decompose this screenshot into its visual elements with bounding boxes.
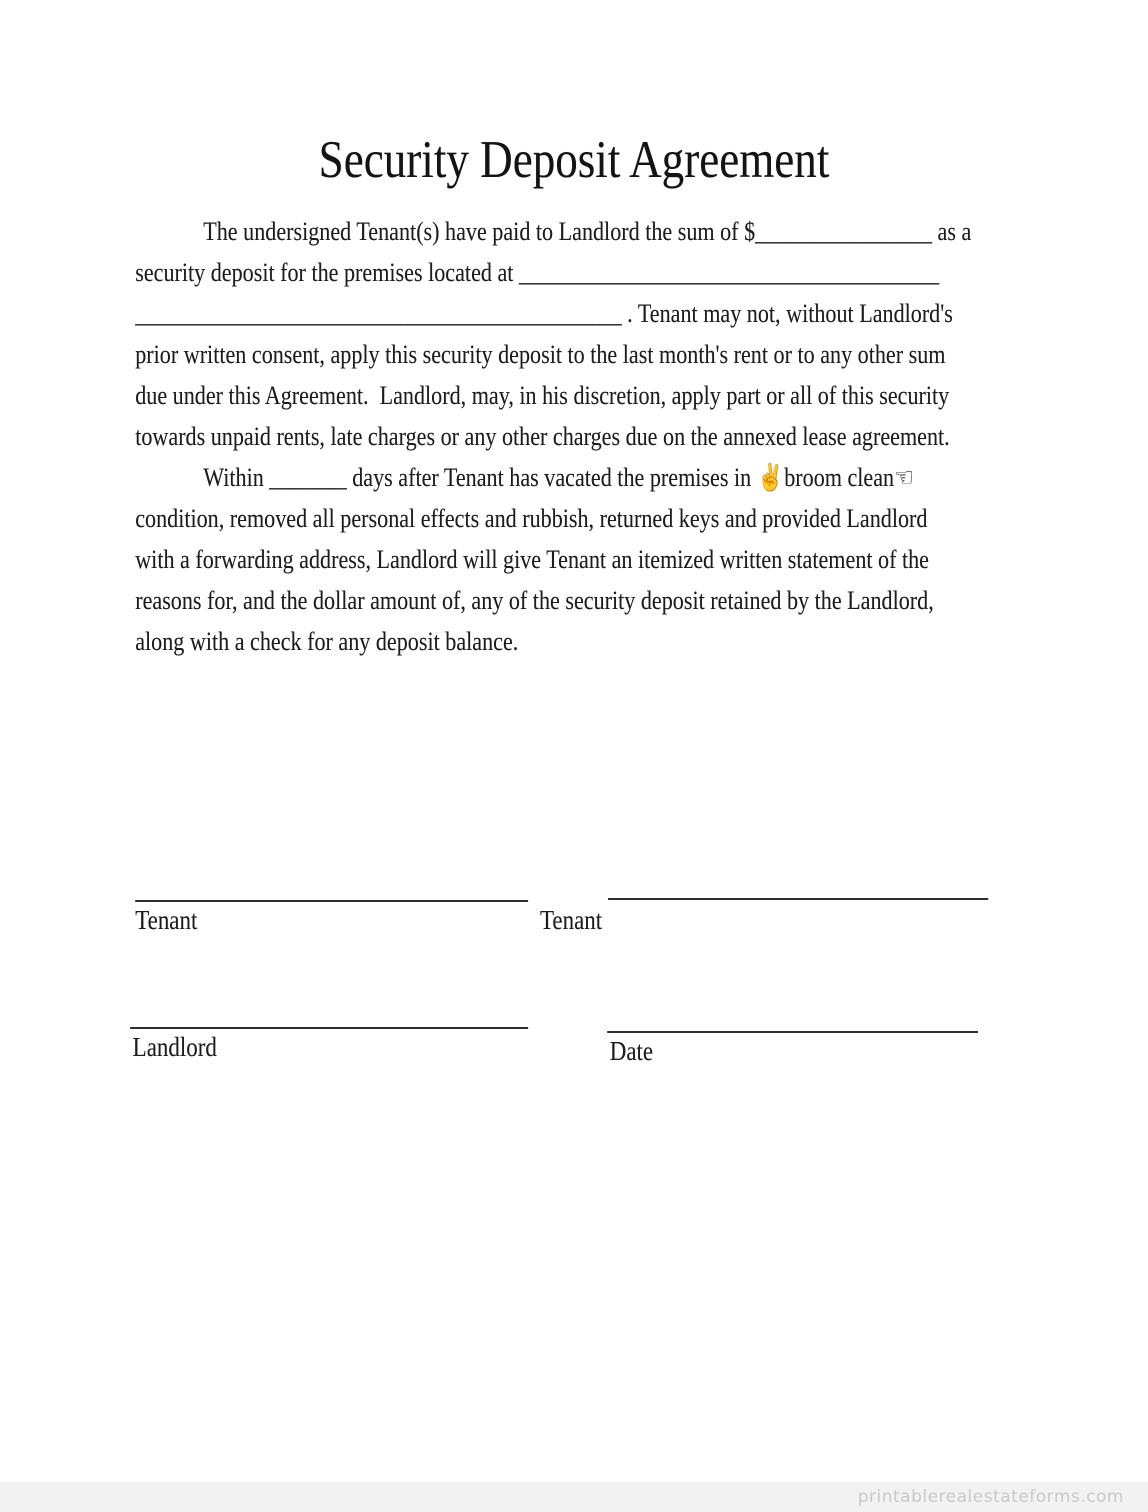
- date-label: Date: [609, 1036, 654, 1066]
- date-line: [607, 1031, 978, 1033]
- paragraph2-line: along with a check for any deposit balance.: [135, 627, 519, 656]
- tenant2-signature-label: Tenant: [540, 905, 603, 935]
- paragraph1-line: due under this Agreement. Landlord, may, in his discretion, apply part or all of this security: [135, 381, 950, 410]
- footer-watermark: printablerealestateforms.com: [857, 1487, 1124, 1507]
- document-content: [0, 130, 1148, 1512]
- paragraph1-line: ____________________________________________ . Tenant may not, without Landlord's: [135, 299, 953, 328]
- tenant1-signature-line: [135, 900, 528, 902]
- landlord-signature-label: Landlord: [132, 1032, 217, 1062]
- tenant1-signature-label: Tenant: [135, 905, 198, 935]
- paragraph1-line: security deposit for the premises located at ______________________________________: [135, 258, 940, 287]
- paragraph2-line: Within _______ days after Tenant has vacated the premises in ✌broom clean☜: [203, 463, 914, 492]
- paragraph2-line: reasons for, and the dollar amount of, any of the security deposit retained by the Landlord,: [135, 586, 934, 615]
- landlord-signature-line: [130, 1027, 528, 1029]
- paragraph2-line: with a forwarding address, Landlord will give Tenant an itemized written statement of the: [135, 545, 930, 574]
- paragraph1-line: prior written consent, apply this security deposit to the last month's rent or to any other sum: [135, 340, 946, 369]
- document-title: Security Deposit Agreement: [318, 131, 830, 189]
- paragraph1-line: towards unpaid rents, late charges or any other charges due on the annexed lease agreement.: [135, 422, 950, 451]
- paragraph2-line: condition, removed all personal effects and rubbish, returned keys and provided Landlord: [135, 504, 928, 533]
- tenant2-signature-line: [608, 898, 988, 900]
- footer-bar: [0, 1482, 1148, 1512]
- paragraph1-line: The undersigned Tenant(s) have paid to Landlord the sum of $________________ as a: [203, 217, 972, 246]
- document-body: [135, 211, 1016, 662]
